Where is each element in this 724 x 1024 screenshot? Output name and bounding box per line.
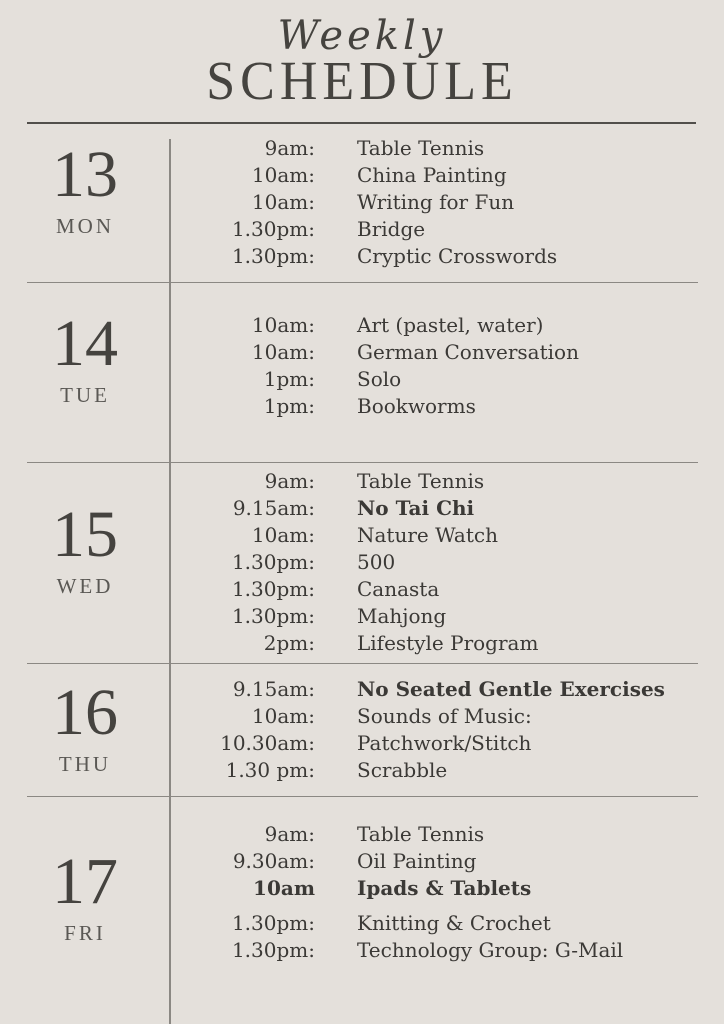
schedule-row <box>170 217 724 244</box>
event-time: 1pm: <box>263 394 315 418</box>
event-time: 2pm: <box>263 631 315 655</box>
schedule-row <box>170 244 724 271</box>
day-label: MON <box>55 213 114 238</box>
event-time: 9.15am: <box>232 496 315 520</box>
schedule-row <box>170 604 724 631</box>
event-time: 9am: <box>264 822 315 846</box>
events-column <box>170 664 724 797</box>
day-section-fri <box>0 797 724 1024</box>
event-activity: Cryptic Crosswords <box>357 244 558 268</box>
event-activity: No Seated Gentle Exercises <box>357 676 665 701</box>
day-section-wed <box>0 463 724 664</box>
day-number: 17 <box>52 844 118 918</box>
day-column <box>0 283 170 463</box>
event-activity: Table Tennis <box>357 469 485 493</box>
events-column <box>170 797 724 1024</box>
day-section-tue <box>0 283 724 463</box>
day-section-thu <box>0 664 724 797</box>
events-column <box>170 124 724 283</box>
events-column <box>170 463 724 664</box>
events-column <box>170 283 724 463</box>
event-time: 9am: <box>264 136 315 160</box>
schedule-row <box>170 849 724 876</box>
event-activity: Oil Painting <box>357 849 477 873</box>
day-label: FRI <box>64 920 106 945</box>
event-activity: Technology Group: G-Mail <box>357 938 624 962</box>
event-time: 10.30am: <box>220 730 315 755</box>
event-activity: Bookworms <box>357 394 476 418</box>
schedule-row <box>170 340 724 367</box>
schedule-row <box>170 822 724 849</box>
event-time: 10am: <box>251 703 315 728</box>
script-title: Weekly <box>277 13 447 59</box>
schedule-row <box>170 523 724 550</box>
event-time: 10am: <box>251 190 315 214</box>
day-label: WED <box>56 573 114 598</box>
event-activity: Lifestyle Program <box>357 631 539 655</box>
event-activity: No Tai Chi <box>357 496 475 520</box>
event-time: 9.30am: <box>232 849 315 873</box>
event-activity: Ipads & Tablets <box>357 876 532 900</box>
event-time: 9.15am: <box>232 676 315 701</box>
schedule-row <box>170 163 724 190</box>
event-activity: Knitting & Crochet <box>357 911 551 935</box>
event-activity: Sounds of Music: <box>357 703 532 728</box>
schedule-row <box>170 876 724 903</box>
event-time: 1.30pm: <box>231 911 315 935</box>
schedule-row <box>170 496 724 523</box>
event-activity: Writing for Fun <box>357 190 515 214</box>
day-number: 13 <box>52 137 118 211</box>
schedule-row <box>170 758 724 785</box>
event-activity: 500 <box>357 550 396 574</box>
event-time: 1.30pm: <box>231 217 315 241</box>
schedule-row <box>170 631 724 658</box>
schedule-row <box>170 577 724 604</box>
page-header <box>0 0 724 122</box>
schedule-row <box>170 190 724 217</box>
event-activity: Canasta <box>357 577 440 601</box>
schedule-row <box>170 911 724 938</box>
day-number: 14 <box>52 307 118 380</box>
event-time: 1.30 pm: <box>225 757 315 782</box>
event-activity: Table Tennis <box>357 136 485 160</box>
schedule-row <box>170 136 724 163</box>
event-activity: German Conversation <box>357 340 579 364</box>
event-time: 1.30pm: <box>231 577 315 601</box>
day-column <box>0 463 170 664</box>
schedule-row <box>170 313 724 340</box>
day-number: 16 <box>52 675 118 749</box>
event-time: 9am: <box>264 469 315 493</box>
event-time: 10am: <box>251 523 315 547</box>
event-activity: Table Tennis <box>357 822 485 846</box>
schedule-row <box>170 731 724 758</box>
day-label: THU <box>58 751 112 776</box>
day-number: 15 <box>52 497 118 571</box>
event-activity: Nature Watch <box>357 523 498 547</box>
event-time: 10am: <box>251 313 315 337</box>
schedule-row <box>170 550 724 577</box>
event-activity: Solo <box>357 367 402 391</box>
day-sections <box>0 124 724 1024</box>
day-column <box>0 664 170 797</box>
day-section-mon <box>0 124 724 283</box>
event-time: 10am: <box>251 340 315 364</box>
event-activity: Patchwork/Stitch <box>357 730 532 755</box>
day-label: TUE <box>60 383 110 407</box>
event-time: 1.30pm: <box>231 604 315 628</box>
day-column <box>0 797 170 1024</box>
schedule-row <box>170 367 724 394</box>
schedule-row <box>170 677 724 704</box>
event-activity: Mahjong <box>357 604 447 628</box>
day-column <box>0 124 170 283</box>
event-time: 10am <box>253 876 315 900</box>
event-time: 1pm: <box>263 367 315 391</box>
event-activity: Scrabble <box>357 757 448 782</box>
schedule-row <box>170 704 724 731</box>
event-activity: China Painting <box>357 163 507 187</box>
schedule-row <box>170 394 724 421</box>
schedule-row <box>170 938 724 965</box>
event-time: 1.30pm: <box>231 550 315 574</box>
event-time: 1.30pm: <box>231 938 315 962</box>
page-title: SCHEDULE <box>206 51 518 112</box>
event-activity: Art (pastel, water) <box>357 313 544 337</box>
event-time: 10am: <box>251 163 315 187</box>
schedule-row <box>170 469 724 496</box>
event-time: 1.30pm: <box>231 244 315 268</box>
event-activity: Bridge <box>357 217 426 241</box>
